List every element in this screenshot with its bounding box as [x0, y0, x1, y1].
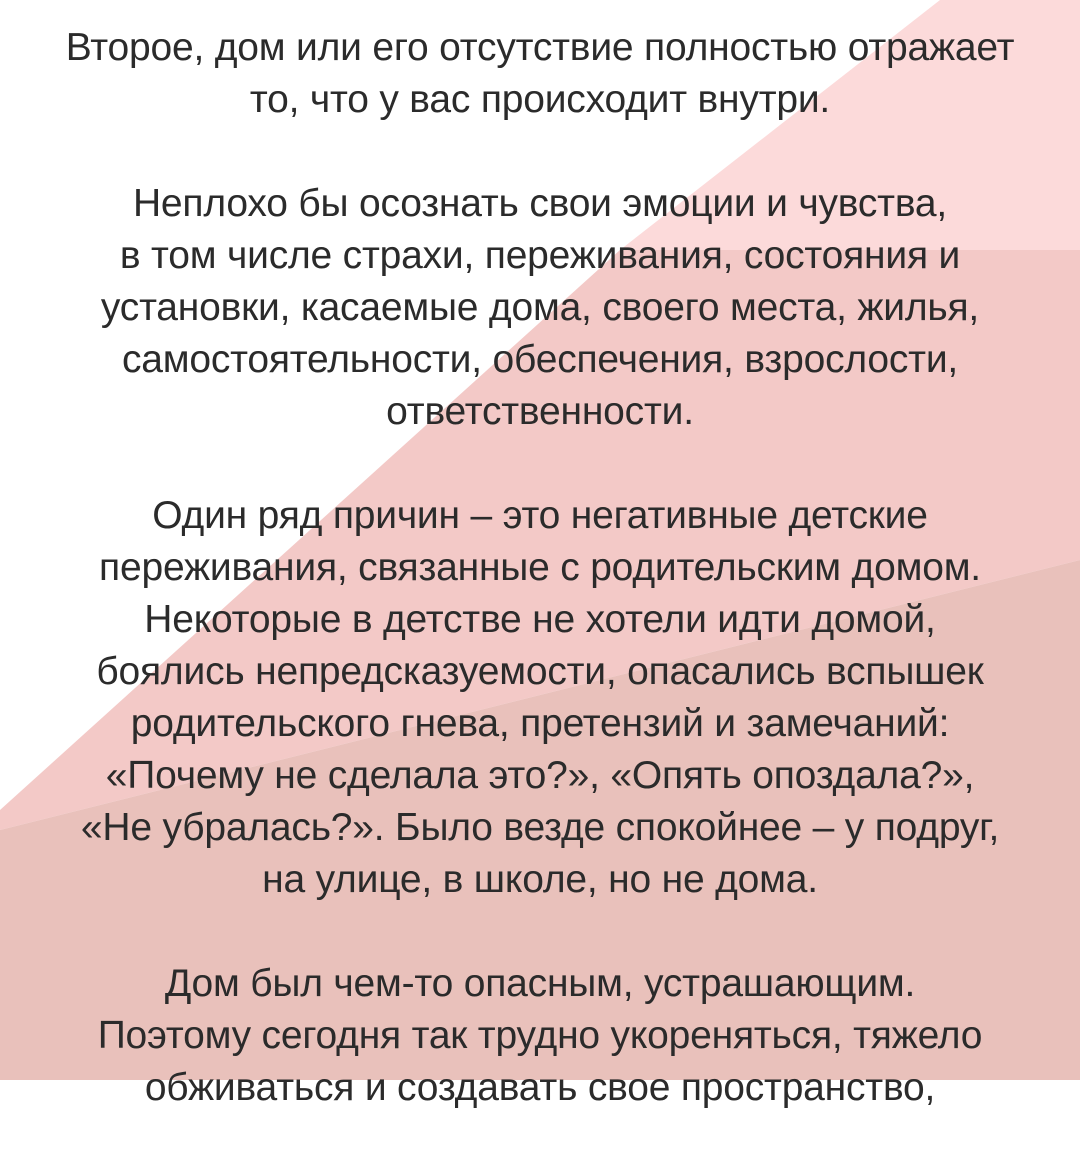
text-line: «Почему не сделала это?», «Опять опоздала?», [105, 754, 975, 797]
text-line: обживаться и создавать свое пространство, [144, 1066, 936, 1109]
text-line: Некоторые в детстве не хотели идти домой, [144, 598, 936, 641]
text-line: самостоятельности, обеспечения, взрослости, [121, 338, 959, 381]
text-line: Дом был чем-то опасным, устрашающим. [164, 962, 916, 1005]
text-line: ответственности. [386, 390, 694, 433]
text-line: «Не убралась?». Было везде спокойнее – у подруг, [80, 806, 1000, 849]
text-line: то, что у вас происходит внутри. [249, 78, 831, 121]
text-line: Второе, дом или его отсутствие полностью отражает [65, 26, 1015, 69]
text-line: родительского гнева, претензий и замечаний: [130, 702, 950, 745]
text-line: на улице, в школе, но не дома. [262, 858, 818, 901]
text-line: установки, касаемые дома, своего места, жилья, [100, 286, 980, 329]
text-line: Поэтому сегодня так трудно укореняться, тяжело [97, 1014, 983, 1057]
text-line: Неплохо бы осознать свои эмоции и чувства, [132, 182, 948, 225]
paragraph-3 [0, 490, 1080, 906]
text-line: переживания, связанные с родительским домом. [99, 546, 981, 589]
text-content [0, 22, 1080, 1166]
paragraph-4 [0, 958, 1080, 1114]
paragraph-1 [0, 22, 1080, 126]
text-line: в том числе страхи, переживания, состояния и [119, 234, 961, 277]
text-line: Один ряд причин – это негативные детские [152, 494, 928, 537]
paragraph-2 [0, 178, 1080, 438]
text-line: боялись непредсказуемости, опасались вспышек [96, 650, 984, 693]
